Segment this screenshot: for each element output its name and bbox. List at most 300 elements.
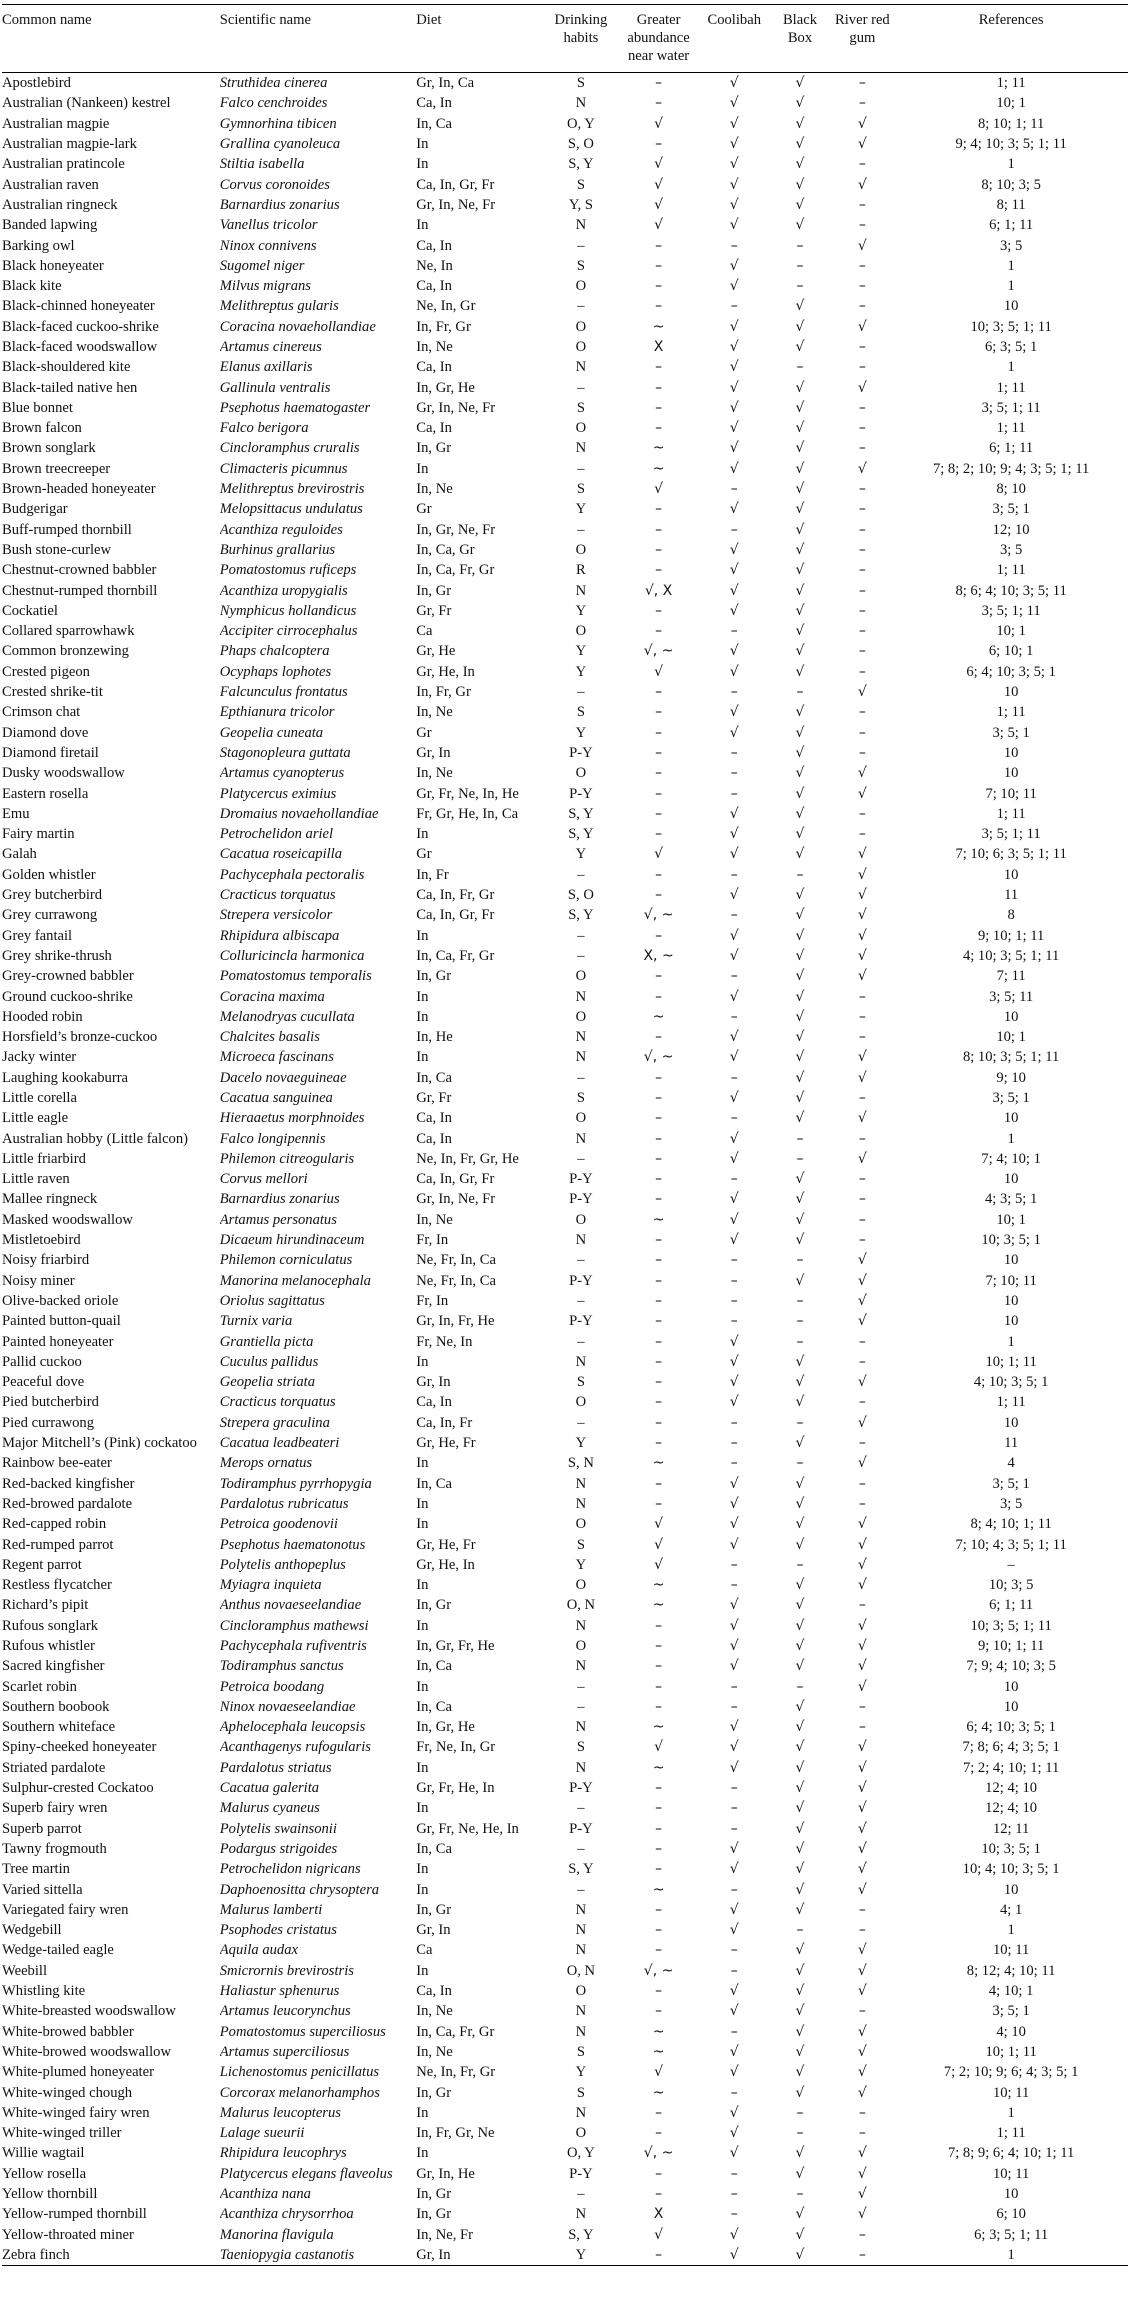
- abundance-cell: –: [655, 1922, 663, 1939]
- black-box-cell: √: [795, 765, 805, 782]
- table-row: [2, 682, 1128, 702]
- references-cell: 10; 11: [992, 2084, 1030, 2101]
- coolibah-cell: –: [730, 1313, 738, 1330]
- table-row: [2, 723, 1128, 743]
- drinking-habits-cell: N: [575, 1901, 587, 1918]
- black-box-cell: –: [796, 1252, 804, 1269]
- scientific-name-cell: Microeca fascinans: [219, 1049, 334, 1066]
- scientific-name-cell: Philemon corniculatus: [219, 1252, 353, 1269]
- table-row: [2, 1575, 1128, 1595]
- scientific-name-cell: Artamus cinereus: [219, 339, 322, 355]
- diet-cell: Gr, In, Ne, Fr: [416, 196, 496, 213]
- drinking-habits-cell: Y: [544, 2245, 618, 2266]
- diet-cell: In: [416, 1759, 429, 1776]
- diet-cell: Fr, In: [416, 1292, 449, 1309]
- black-box-cell: –: [796, 684, 804, 701]
- scientific-name-cell: Strepera versicolor: [219, 907, 333, 924]
- table-row: [2, 1656, 1128, 1676]
- drinking-habits-cell: N: [575, 1922, 587, 1939]
- diet-cell: Gr, In: [416, 1374, 451, 1391]
- coolibah-cell: √: [729, 947, 739, 964]
- black-box-cell: √: [795, 1617, 805, 1634]
- black-box-cell: √: [795, 704, 805, 721]
- coolibah-cell: √: [729, 1739, 739, 1756]
- common-name-cell: Mistletoebird: [2, 1232, 81, 1249]
- coolibah-cell: –: [730, 1292, 738, 1309]
- references-cell: 3; 5; 1: [992, 501, 1030, 518]
- river-red-gum-cell: √: [857, 1780, 867, 1797]
- table-row: [2, 702, 1128, 722]
- black-box-cell: √: [795, 1110, 805, 1127]
- black-box-cell: √: [795, 1881, 805, 1898]
- abundance-cell: –: [655, 136, 663, 153]
- drinking-habits-cell: N: [575, 2104, 587, 2121]
- river-red-gum-cell: √: [857, 1414, 867, 1431]
- references-cell: 10; 4; 10; 3; 5; 1: [962, 1861, 1060, 1878]
- black-box-cell: √: [795, 1759, 805, 1776]
- references-cell: 8; 10: [996, 481, 1026, 498]
- diet-cell: In: [416, 460, 429, 477]
- diet-cell: In, Gr: [416, 1901, 452, 1918]
- coolibah-cell: √: [729, 1759, 739, 1776]
- common-name-cell: Apostlebird: [2, 75, 71, 92]
- coolibah-cell: √: [729, 1353, 739, 1370]
- coolibah-cell: √: [729, 1536, 739, 1553]
- common-name-cell: Southern boobook: [2, 1698, 110, 1715]
- coolibah-cell: √: [729, 379, 739, 396]
- black-box-cell: √: [795, 1029, 805, 1046]
- river-red-gum-cell: –: [858, 1029, 866, 1046]
- river-red-gum-cell: √: [857, 136, 867, 153]
- coolibah-cell: √: [729, 2104, 739, 2121]
- diet-cell: Gr, Fr, Ne, He, In: [416, 1820, 519, 1837]
- diet-cell: In, Ca: [416, 115, 452, 132]
- common-name-cell: Little eagle: [2, 1110, 69, 1127]
- references-cell: 1: [894, 2245, 1128, 2266]
- abundance-cell: –: [655, 1374, 663, 1391]
- references-cell: 10; 1; 11: [985, 1353, 1037, 1370]
- drinking-habits-cell: –: [577, 298, 585, 315]
- scientific-name-cell: Phaps chalcoptera: [219, 643, 330, 660]
- diet-cell: In, Ne: [416, 765, 453, 782]
- col-header-scientific-name: Scientific name: [220, 5, 417, 73]
- coolibah-cell: –: [730, 2186, 738, 2203]
- diet-cell: Gr, He, In: [416, 663, 475, 680]
- scientific-name-cell: Milvus migrans: [219, 278, 311, 295]
- drinking-habits-cell: –: [577, 1678, 585, 1695]
- black-box-cell: √: [795, 602, 805, 619]
- river-red-gum-cell: –: [858, 1232, 866, 1249]
- drinking-habits-cell: S, Y: [568, 2226, 594, 2243]
- black-box-cell: √: [795, 75, 805, 92]
- references-cell: 1; 11: [996, 1394, 1026, 1411]
- references-cell: 1; 11: [996, 75, 1026, 92]
- diet-cell: Fr, Ne, In, Gr: [416, 1739, 496, 1756]
- scientific-name-cell: Cacatua galerita: [219, 1780, 320, 1797]
- black-box-cell: √: [795, 724, 805, 741]
- diet-cell: In, Ne: [416, 1211, 453, 1228]
- black-box-cell: √: [795, 1536, 805, 1553]
- table-row: [2, 804, 1128, 824]
- coolibah-cell: √: [729, 1983, 739, 2000]
- scientific-name-cell: Lichenostomus penicillatus: [219, 2064, 380, 2081]
- scientific-name-cell: Cracticus torquatus: [219, 1394, 336, 1411]
- scientific-name-cell: Aquila audax: [219, 1942, 298, 1959]
- common-name-cell: Restless flycatcher: [2, 1577, 112, 1594]
- river-red-gum-cell: –: [858, 501, 866, 518]
- references-cell: 7; 8; 2; 10; 9; 4; 3; 5; 1; 11: [932, 460, 1090, 477]
- scientific-name-cell: Pardalotus rubricatus: [219, 1495, 349, 1512]
- drinking-habits-cell: S: [576, 2084, 585, 2101]
- table-row: [2, 783, 1128, 803]
- references-cell: 3; 5: [999, 1495, 1023, 1512]
- common-name-cell: Australian pratincole: [2, 156, 125, 173]
- drinking-habits-cell: O: [575, 1394, 587, 1411]
- river-red-gum-cell: √: [857, 927, 867, 944]
- river-red-gum-cell: √: [857, 1272, 867, 1289]
- river-red-gum-cell: –: [858, 420, 866, 437]
- diet-cell: Ca, In: [416, 420, 452, 437]
- references-cell: 1: [1007, 359, 1015, 376]
- diet-cell: Ca, In, Gr, Fr: [416, 907, 495, 924]
- scientific-name-cell: Merops ornatus: [219, 1455, 313, 1472]
- river-red-gum-cell: √: [857, 1861, 867, 1878]
- coolibah-cell: √: [729, 399, 739, 416]
- river-red-gum-cell: √: [857, 2186, 867, 2203]
- black-box-cell: √: [795, 1374, 805, 1391]
- coolibah-cell: √: [729, 176, 739, 193]
- table-row: [2, 2224, 1128, 2244]
- diet-cell: In: [416, 2104, 429, 2121]
- common-name-cell: Little raven: [2, 1171, 70, 1188]
- coolibah-cell: –: [730, 1556, 738, 1573]
- drinking-habits-cell: O: [575, 1211, 587, 1228]
- scientific-name-cell: Pomatostomus ruficeps: [219, 562, 357, 579]
- common-name-cell: Superb parrot: [2, 1820, 82, 1837]
- references-cell: 10; 1: [996, 1029, 1026, 1046]
- abundance-cell: –: [655, 1313, 663, 1330]
- abundance-cell: ~: [652, 2084, 665, 2101]
- black-box-cell: √: [795, 1435, 805, 1452]
- drinking-habits-cell: O, Y: [566, 115, 595, 132]
- river-red-gum-cell: √: [857, 1638, 867, 1654]
- coolibah-cell: √: [729, 1516, 739, 1533]
- references-cell: 10; 3; 5: [988, 1577, 1034, 1594]
- references-cell: 10; 1: [996, 623, 1026, 640]
- scientific-name-cell: Psophodes cristatus: [219, 1922, 337, 1939]
- table-row: [2, 215, 1128, 235]
- scientific-name-cell: Vanellus tricolor: [219, 217, 318, 234]
- scientific-name-cell: Taeniopygia castanotis: [220, 2245, 417, 2266]
- table-row: [2, 174, 1128, 194]
- scientific-name-cell: Chalcites basalis: [219, 1029, 320, 1046]
- common-name-cell: Buff-rumped thornbill: [2, 521, 132, 538]
- drinking-habits-cell: –: [577, 927, 585, 944]
- diet-cell: Ca, In: [416, 1110, 452, 1127]
- drinking-habits-cell: P-Y: [569, 1191, 593, 1208]
- scientific-name-cell: Myiagra inquieta: [219, 1577, 322, 1594]
- coolibah-cell: √: [729, 1029, 739, 1046]
- abundance-cell: –: [655, 1942, 663, 1959]
- black-box-cell: √: [795, 2023, 805, 2040]
- common-name-cell: Spiny-cheeked honeyeater: [2, 1739, 157, 1756]
- table-row: [2, 621, 1128, 641]
- abundance-cell: –: [655, 1861, 663, 1878]
- black-box-cell: √: [795, 785, 805, 802]
- diet-cell: In: [416, 136, 429, 153]
- diet-cell: In, Gr: [416, 968, 452, 985]
- references-cell: 3; 5; 1; 11: [981, 826, 1041, 843]
- references-cell: 8: [1007, 907, 1015, 924]
- abundance-cell: –: [655, 501, 663, 518]
- references-cell: 3; 5; 1: [992, 1089, 1030, 1106]
- drinking-habits-cell: S, O: [567, 136, 594, 153]
- common-name-cell: Collared sparrowhawk: [2, 623, 135, 640]
- river-red-gum-cell: √: [857, 1556, 867, 1573]
- references-cell: 1: [1007, 1922, 1015, 1939]
- drinking-habits-cell: N: [575, 1495, 587, 1512]
- river-red-gum-cell: √: [857, 318, 867, 335]
- common-name-cell: Fairy martin: [2, 826, 75, 843]
- references-cell: 11: [1004, 887, 1019, 904]
- abundance-cell: ~: [652, 1719, 665, 1736]
- coolibah-cell: –: [730, 1780, 738, 1797]
- abundance-cell: –: [655, 1110, 663, 1127]
- abundance-cell: ~: [652, 440, 665, 457]
- abundance-cell: –: [655, 1983, 663, 2000]
- river-red-gum-cell: √: [857, 866, 867, 883]
- common-name-cell: Hooded robin: [2, 1008, 83, 1025]
- scientific-name-cell: Lalage sueurii: [219, 2125, 305, 2142]
- drinking-habits-cell: S: [576, 257, 585, 274]
- common-name-cell: Striated pardalote: [2, 1759, 106, 1776]
- diet-cell: Gr, In, Ne, Fr: [416, 399, 496, 416]
- river-red-gum-cell: –: [858, 156, 866, 173]
- river-red-gum-cell: √: [857, 1678, 867, 1695]
- drinking-habits-cell: P-Y: [569, 1272, 593, 1289]
- diet-cell: In, Fr, Gr, Ne: [416, 2125, 495, 2142]
- drinking-habits-cell: –: [577, 460, 585, 477]
- scientific-name-cell: Climacteris picumnus: [219, 460, 348, 477]
- black-box-cell: √: [769, 2245, 830, 2266]
- drinking-habits-cell: N: [575, 1029, 587, 1046]
- abundance-cell: –: [655, 1150, 663, 1167]
- diet-cell: In, Ca: [416, 1698, 452, 1715]
- black-box-cell: –: [796, 1292, 804, 1309]
- references-cell: 6; 4; 10; 3; 5; 1: [966, 663, 1056, 680]
- common-name-cell: White-winged triller: [2, 2125, 122, 2142]
- abundance-cell: –: [655, 623, 663, 640]
- references-cell: 3; 5; 1: [992, 724, 1030, 741]
- drinking-habits-cell: N: [575, 1232, 587, 1249]
- references-cell: 6; 4; 10; 3; 5; 1: [966, 1719, 1056, 1736]
- black-box-cell: √: [795, 1232, 805, 1249]
- common-name-cell: Rufous whistler: [2, 1638, 95, 1654]
- scientific-name-cell: Coracina maxima: [219, 988, 325, 1005]
- references-cell: 10; 1; 11: [985, 2043, 1037, 2060]
- abundance-cell: –: [655, 1638, 663, 1654]
- common-name-cell: Olive-backed oriole: [2, 1292, 119, 1309]
- black-box-cell: √: [795, 2043, 805, 2060]
- drinking-habits-cell: N: [575, 1942, 587, 1959]
- abundance-cell: –: [655, 379, 663, 396]
- diet-cell: Ne, In, Gr: [416, 298, 476, 315]
- coolibah-cell: –: [730, 298, 738, 315]
- scientific-name-cell: Petrochelidon ariel: [219, 826, 334, 843]
- abundance-cell: –: [655, 704, 663, 721]
- drinking-habits-cell: O: [575, 968, 587, 985]
- coolibah-cell: –: [730, 1414, 738, 1431]
- diet-cell: Gr, Fr: [416, 1089, 452, 1106]
- drinking-habits-cell: N: [575, 582, 587, 599]
- diet-cell: In, Gr, Ne, Fr: [416, 521, 496, 538]
- black-box-cell: √: [795, 1475, 805, 1492]
- river-red-gum-cell: √: [857, 1577, 867, 1594]
- drinking-habits-cell: P-Y: [569, 785, 593, 802]
- coolibah-cell: –: [730, 481, 738, 498]
- table-row: [2, 2184, 1128, 2204]
- drinking-habits-cell: Y: [575, 602, 587, 619]
- abundance-cell: ~: [652, 2043, 665, 2060]
- common-name-cell: Wedge-tailed eagle: [2, 1942, 114, 1959]
- drinking-habits-cell: O: [575, 278, 587, 295]
- drinking-habits-cell: –: [577, 866, 585, 883]
- col-header-references: References: [894, 5, 1128, 73]
- river-red-gum-cell: –: [858, 562, 866, 579]
- scientific-name-cell: Dromaius novaehollandiae: [219, 805, 379, 822]
- diet-cell: Gr, In: [416, 744, 451, 761]
- black-box-cell: √: [795, 1840, 805, 1857]
- drinking-habits-cell: Y: [575, 663, 587, 680]
- references-cell: 7; 2; 10; 9; 6; 4; 3; 5; 1: [943, 2064, 1079, 2081]
- coolibah-cell: –: [730, 1455, 738, 1472]
- coolibah-cell: –: [730, 2206, 738, 2223]
- river-red-gum-cell: –: [858, 75, 866, 92]
- table-row: [2, 1737, 1128, 1757]
- scientific-name-cell: Polytelis anthopeplus: [219, 1556, 346, 1573]
- black-box-cell: √: [795, 2206, 805, 2223]
- black-box-cell: √: [795, 826, 805, 843]
- river-red-gum-cell: –: [858, 278, 866, 295]
- river-red-gum-cell: –: [858, 1171, 866, 1188]
- common-name-cell: Pied currawong: [2, 1414, 94, 1431]
- river-red-gum-cell: –: [858, 1597, 866, 1614]
- abundance-cell: –: [655, 298, 663, 315]
- diet-cell: Ca, In, Fr, Gr: [416, 887, 495, 904]
- abundance-cell: –: [655, 1840, 663, 1857]
- header-row: [2, 5, 1128, 73]
- diet-cell: Gr, In, He: [416, 2165, 475, 2182]
- table-row: [2, 560, 1128, 580]
- common-name-cell: Brown treecreeper: [2, 460, 111, 477]
- table-row: [2, 601, 1128, 621]
- table-row: [2, 114, 1128, 134]
- references-cell: 8; 10; 3; 5; 1; 11: [962, 1049, 1060, 1066]
- scientific-name-cell: Falco cenchroides: [219, 95, 328, 112]
- abundance-cell: –: [655, 95, 663, 112]
- diet-cell: In: [416, 156, 429, 173]
- table-row: [2, 1088, 1128, 1108]
- abundance-cell: –: [655, 2003, 663, 2020]
- river-red-gum-cell: √: [857, 2145, 867, 2162]
- coolibah-cell: √: [729, 1597, 739, 1614]
- diet-cell: Fr, Gr, He, In, Ca: [416, 805, 519, 822]
- col-header-greater-abundance: Greater abundance near water: [618, 5, 699, 73]
- coolibah-cell: √: [729, 1638, 739, 1654]
- table-row: [2, 1819, 1128, 1839]
- common-name-cell: Australian (Nankeen) kestrel: [2, 95, 171, 112]
- common-name-cell: Southern whiteface: [2, 1719, 116, 1736]
- abundance-cell: –: [655, 562, 663, 579]
- references-cell: 6; 1; 11: [989, 1597, 1034, 1614]
- abundance-cell: –: [655, 602, 663, 619]
- table-row: [2, 1230, 1128, 1250]
- references-cell: 1; 11: [996, 704, 1026, 721]
- black-box-cell: √: [795, 95, 805, 112]
- coolibah-cell: √: [729, 115, 739, 132]
- coolibah-cell: √: [729, 2064, 739, 2081]
- black-box-cell: √: [795, 805, 805, 822]
- scientific-name-cell: Petrochelidon nigricans: [219, 1861, 361, 1878]
- diet-cell: In: [416, 1353, 429, 1370]
- river-red-gum-cell: √: [857, 379, 867, 396]
- coolibah-cell: √: [729, 420, 739, 437]
- references-cell: 4; 10: [996, 2023, 1026, 2040]
- black-box-cell: √: [795, 156, 805, 173]
- scientific-name-cell: Melanodryas cucullata: [219, 1008, 355, 1025]
- common-name-cell: Ground cuckoo-shrike: [2, 988, 133, 1005]
- common-name-cell: Eastern rosella: [2, 785, 89, 802]
- diet-cell: In, Fr, Gr: [416, 684, 471, 701]
- table-row: [2, 154, 1128, 174]
- references-cell: 8; 12; 4; 10; 11: [966, 1962, 1056, 1979]
- diet-cell: Gr, Fr, Ne, In, He: [416, 785, 519, 802]
- abundance-cell: –: [655, 1089, 663, 1106]
- table-row: [2, 1453, 1128, 1473]
- abundance-cell: ~: [652, 1759, 665, 1776]
- abundance-cell: –: [655, 1495, 663, 1512]
- coolibah-cell: –: [730, 1171, 738, 1188]
- scientific-name-cell: Acanthiza chrysorrhoa: [219, 2206, 354, 2223]
- abundance-cell: –: [655, 988, 663, 1005]
- black-box-cell: √: [795, 1739, 805, 1756]
- diet-cell: In, Gr: [416, 440, 452, 457]
- drinking-habits-cell: –: [577, 237, 585, 254]
- references-cell: 10: [1003, 1313, 1019, 1330]
- abundance-cell: –: [655, 1130, 663, 1147]
- abundance-cell: –: [655, 1394, 663, 1411]
- abundance-cell: √, ~: [643, 907, 674, 924]
- common-name-cell: Australian raven: [2, 176, 99, 193]
- table-row: [2, 1981, 1128, 2001]
- references-cell: 8; 10; 3; 5: [981, 176, 1041, 193]
- black-box-cell: √: [795, 947, 805, 964]
- black-box-cell: √: [795, 501, 805, 518]
- drinking-habits-cell: S: [576, 1739, 585, 1756]
- diet-cell: In: [416, 1617, 429, 1634]
- coolibah-cell: √: [729, 339, 739, 355]
- river-red-gum-cell: –: [858, 805, 866, 822]
- common-name-cell: Bush stone-curlew: [2, 541, 112, 558]
- river-red-gum-cell: –: [858, 1435, 866, 1452]
- table-row: [2, 1900, 1128, 1920]
- river-red-gum-cell: –: [858, 1008, 866, 1025]
- scientific-name-cell: Pomatostomus superciliosus: [219, 2023, 386, 2040]
- drinking-habits-cell: S: [576, 75, 585, 92]
- references-cell: 7; 10; 6; 3; 5; 1; 11: [955, 846, 1067, 863]
- abundance-cell: ~: [652, 1008, 665, 1025]
- drinking-habits-cell: S, O: [567, 887, 594, 904]
